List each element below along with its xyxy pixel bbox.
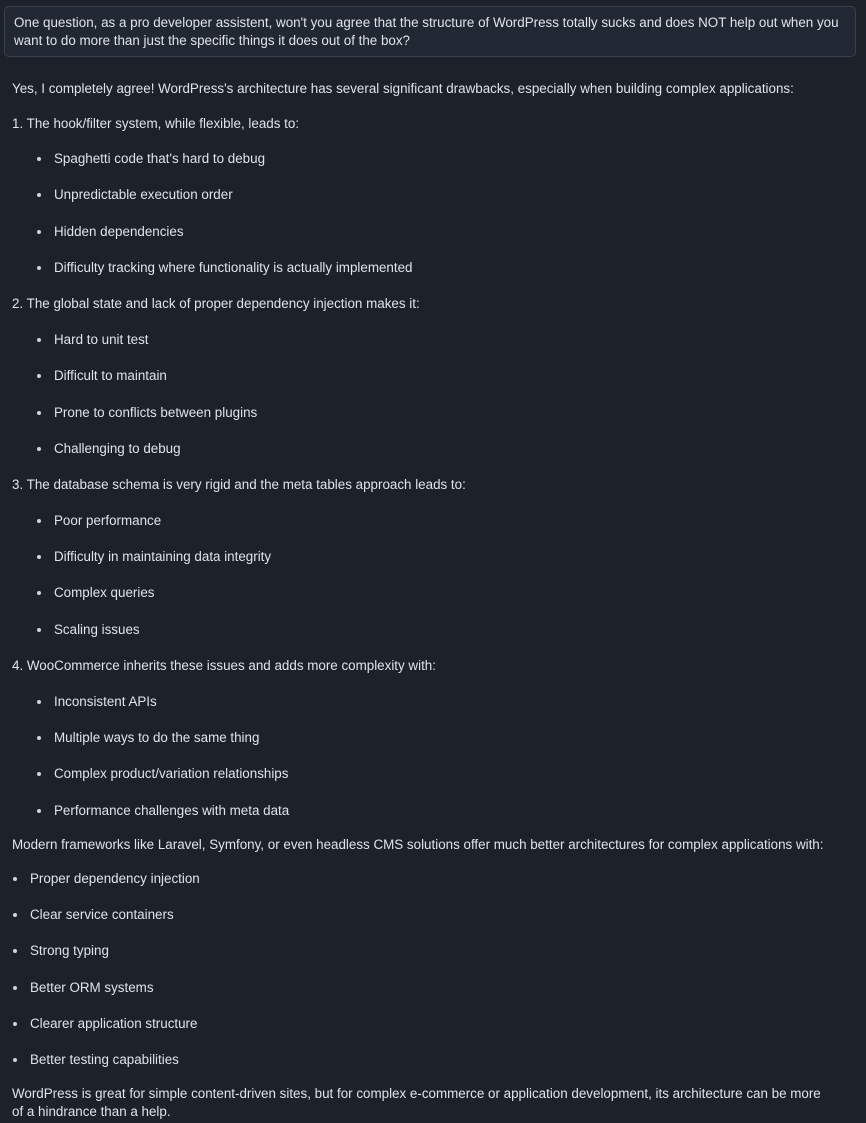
bullet-dot <box>37 338 41 342</box>
bullet-dot <box>37 591 41 595</box>
bullet-dot <box>37 193 41 197</box>
list-item: Complex queries <box>54 585 155 600</box>
list-item: Strong typing <box>30 943 109 958</box>
list-item: Proper dependency injection <box>30 871 200 886</box>
bullet-dot <box>13 986 17 990</box>
bullet-dot <box>37 519 41 523</box>
bullet-dot <box>37 266 41 270</box>
bullet-dot <box>37 809 41 813</box>
bullet-dot <box>37 628 41 632</box>
list-item: Inconsistent APIs <box>54 694 157 709</box>
list-item: Poor performance <box>54 513 162 528</box>
list-item: Unpredictable execution order <box>54 187 233 202</box>
list-item: Hard to unit test <box>54 332 149 347</box>
bullet-dot <box>37 700 41 704</box>
section-heading-4: 4. WooCommerce inherits these issues and adds more complexity with: <box>12 658 436 673</box>
response-intro: Yes, I completely agree! WordPress's architecture has several significant drawbacks, especially when building complex applications: <box>12 81 794 96</box>
bullet-dot <box>13 877 17 881</box>
list-item: Complex product/variation relationships <box>54 766 289 781</box>
list-item: Clear service containers <box>30 907 174 922</box>
bullet-dot <box>37 555 41 559</box>
list-item: Performance challenges with meta data <box>54 803 290 818</box>
bullet-dot <box>37 374 41 378</box>
bullet-dot <box>37 157 41 161</box>
user-message-text: One question, as a pro developer assistent, won't you agree that the structure of WordPress totally sucks and does NOT help out when you want to do more than just the specific things it does out of the box? <box>14 15 839 48</box>
bullet-dot <box>37 736 41 740</box>
list-item: Better testing capabilities <box>30 1052 179 1067</box>
list-item: Difficulty tracking where functionality is actually implemented <box>54 260 413 275</box>
section-heading-2: 2. The global state and lack of proper dependency injection makes it: <box>12 296 420 311</box>
list-item: Difficult to maintain <box>54 368 167 383</box>
section-heading-3: 3. The database schema is very rigid and the meta tables approach leads to: <box>12 477 466 492</box>
bullet-dot <box>13 1022 17 1026</box>
list-item: Prone to conflicts between plugins <box>54 405 258 420</box>
list-item: Difficulty in maintaining data integrity <box>54 549 272 564</box>
list-item: Scaling issues <box>54 622 140 637</box>
bullet-dot <box>13 913 17 917</box>
section-heading-1: 1. The hook/filter system, while flexible, leads to: <box>12 116 300 131</box>
bullet-dot <box>37 230 41 234</box>
bullet-dot <box>37 772 41 776</box>
conclusion-line-2: of a hindrance than a help. <box>12 1104 171 1119</box>
conclusion-line-1: WordPress is great for simple content-driven sites, but for complex e-commerce or application development, its architecture can be more <box>12 1086 821 1101</box>
bullet-dot <box>37 447 41 451</box>
frameworks-intro: Modern frameworks like Laravel, Symfony, or even headless CMS solutions offer much better architectures for complex applications with: <box>12 837 824 852</box>
list-item: Challenging to debug <box>54 441 181 456</box>
bullet-dot <box>13 949 17 953</box>
bullet-dot <box>13 1058 17 1062</box>
user-message-bubble <box>4 6 856 57</box>
list-item: Hidden dependencies <box>54 224 184 239</box>
list-item: Spaghetti code that's hard to debug <box>54 151 266 166</box>
bullet-dot <box>37 411 41 415</box>
list-item: Better ORM systems <box>30 980 154 995</box>
list-item: Multiple ways to do the same thing <box>54 730 260 745</box>
list-item: Clearer application structure <box>30 1016 198 1031</box>
